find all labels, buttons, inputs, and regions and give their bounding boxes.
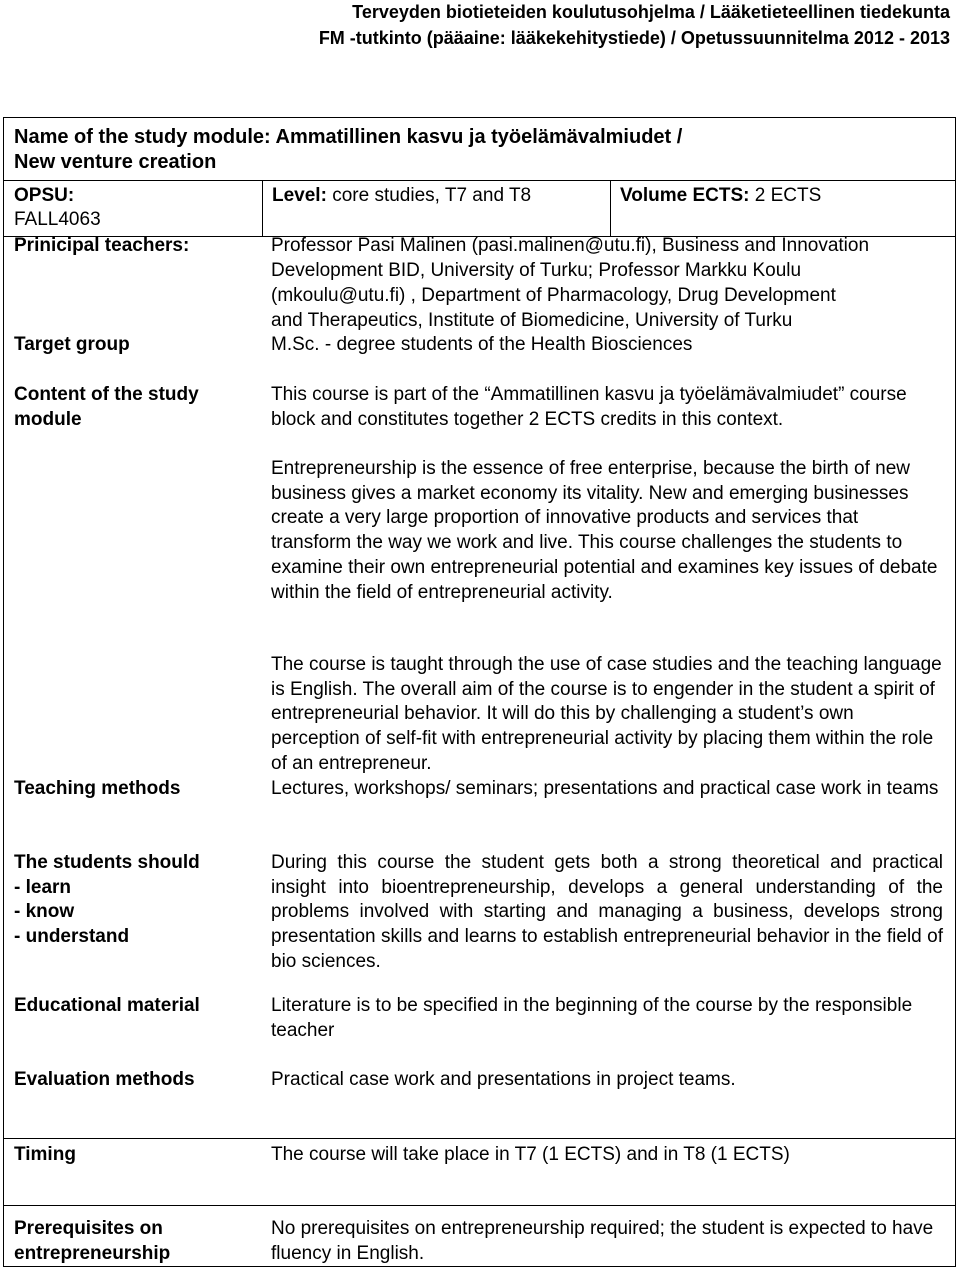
level-label: Level: [272,185,327,206]
teachers-line: Professor Pasi Malinen (pasi.malinen@utu.fi), Business and Innovation [271,235,870,256]
content-paragraph-entrepreneurship: Entrepreneurship is the essence of free enterprise, because the birth of new business gives a market economy its vitality. New and emerging businesses create a very large proportion of innovative products and services that transform the way we work and live. This course challenges the students to examine their own entrepreneurial potential and examines key issues of debate within the field of entrepreneurial activity. [271,458,938,603]
target-label: Target group [14,334,130,355]
teachers-line: and Therapeutics, Institute of Biomedicine, University of Turku [271,310,793,331]
students-value: During this course the student gets both a strong theoretical and practical insight into bioentrepreneurship, develops a general understanding of the problems involved with starting and managing a business, develops strong presentation skills and learns to establish entrepreneurial behavior in the field of bio sciences. [271,852,943,972]
target-value: M.Sc. - degree students of the Health Biosciences [271,334,693,355]
material-value: Literature is to be specified in the beginning of the course by the responsible teacher [271,995,913,1041]
divider-opsu-level [262,181,263,236]
opsu-label: OPSU: [14,185,75,206]
timing-value: The course will take place in T7 (1 ECTS) and in T8 (1 ECTS) [271,1144,790,1165]
divider-level-volume [610,181,611,236]
volume-cell [620,184,821,209]
content-label-cont: module [14,409,82,430]
prerequisites-label-cont: entrepreneurship [14,1243,171,1264]
prerequisites-label: Prerequisites on [14,1218,163,1239]
students-learn: - learn [14,877,72,898]
volume-value: 2 ECTS [749,185,822,206]
teachers-line: (mkoulu@utu.fi) , Department of Pharmacology, Drug Development [271,285,836,306]
divider-evaluation [3,1138,956,1139]
teaching-value: Lectures, workshops/ seminars; presentations and practical case work in teams [271,778,939,799]
header-faculty-line: Terveyden biotieteiden koulutusohjelma / Lääketieteellinen tiedekunta [352,2,950,22]
opsu-code: FALL4063 [14,209,101,230]
students-know: - know [14,901,75,922]
divider-timing [3,1205,956,1206]
teachers-label: Prinicipal teachers: [14,235,190,256]
module-title: Name of the study module: Ammatillinen kasvu ja työelämävalmiudet / [14,126,683,148]
timing-label: Timing [14,1144,76,1165]
divider-title [3,180,956,181]
level-cell [272,184,531,209]
prerequisites-value: No prerequisites on entrepreneurship required; the student is expected to have fluency in English. [271,1218,934,1264]
content-label: Content of the study [14,384,199,405]
students-label: The students should [14,852,200,873]
module-subtitle: New venture creation [14,151,217,173]
students-understand: - understand [14,926,130,947]
content-paragraph-intro: This course is part of the “Ammatillinen kasvu ja työelämävalmiudet” course block and constitutes together 2 ECTS credits in this context. [271,384,907,430]
evaluation-value: Practical case work and presentations in project teams. [271,1069,736,1090]
content-paragraph-course: The course is taught through the use of case studies and the teaching language is English. The overall aim of the course is to engender in the student a spirit of entrepreneurial behavior. It will do this by challenging a student’s own perception of self-fit with entrepreneurial activity by placing them within the role of an entrepreneur. [271,654,942,774]
teachers-line: Development BID, University of Turku; Professor Markku Koulu [271,260,802,281]
material-label: Educational material [14,995,200,1016]
teaching-label: Teaching methods [14,778,181,799]
level-value: core studies, T7 and T8 [326,185,532,206]
evaluation-label: Evaluation methods [14,1069,195,1090]
header-curriculum-line: FM -tutkinto (pääaine: lääkekehitystiede) / Opetussuunnitelma 2012 - 2013 [318,28,950,48]
volume-label: Volume ECTS: [620,185,750,206]
